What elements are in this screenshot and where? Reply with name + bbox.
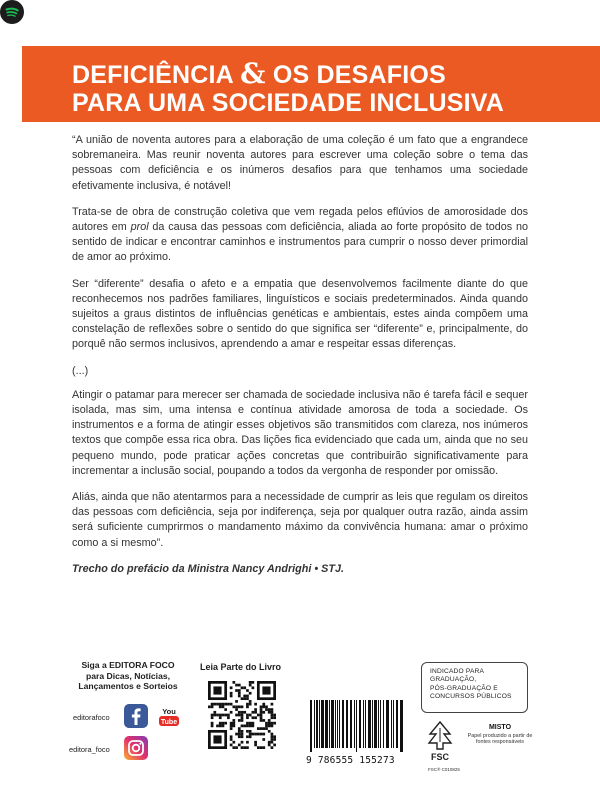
indicado-line-3: PÓS-GRADUAÇÃO E xyxy=(430,684,498,692)
spotify-icon[interactable] xyxy=(0,0,24,24)
youtube-icon[interactable] xyxy=(157,704,181,728)
barcode xyxy=(308,700,406,752)
back-cover-text xyxy=(72,133,528,588)
youtube-you-text: You xyxy=(162,707,176,716)
youtube-tube-text: Tube xyxy=(160,719,178,726)
paragraph-2-italic: prol xyxy=(130,221,149,234)
preface-credit: Trecho do prefácio da Ministra Nancy Andrighi • STJ. xyxy=(72,562,344,575)
paragraph-4: Atingir o patamar para merecer ser chamada de sociedade inclusiva não é tarefa fácil e sequer isolada, mas sim, uma intensa e contínua atividade amorosa de toda a sociedade. Os instrumentos e a forma de atingir esses objetivos são transmitidos com clareza, nos inúmeros textos que compõe essa rica obra. Das lições fica evidenciado que cada um, ainda que no seu pequeno mundo, pode praticar ações concretas que contribuirão significativamente para incrementar a inclusão social, poupando a todos da vergonha de responder por omissão. xyxy=(72,388,528,477)
paragraph-2-end: da causa das pessoas com deficiência, aliada ao forte propósito de todos no sentido de indicar e encontrar caminhos e instrumentos para cumprir o nosso dever primordial de amor ao próximo. xyxy=(72,221,528,264)
title-part-2: OS DESAFIOS xyxy=(272,61,446,89)
indicado-line-1: INDICADO PARA xyxy=(430,668,485,675)
title-line-2: PARA UMA SOCIEDADE INCLUSIVA xyxy=(72,89,505,117)
fsc-code: FSC® C010825 xyxy=(428,767,460,772)
handle-editorafoco: editorafoco xyxy=(73,713,110,722)
fsc-label: FSC xyxy=(431,752,449,762)
book-title xyxy=(72,57,505,117)
social-line-3: Lançamentos e Sorteios xyxy=(78,681,178,691)
paragraph-5: Aliás, ainda que não atentarmos para a necessidade de cumprir as leis que regulam os direitos das pessoas com deficiência, seja por indiferença, seja por qualquer outra razão, ainda assim será suficiente cumprirmos o mandamento máximo da convivência humana: amar o próximo como a si mesmo”. xyxy=(72,491,528,549)
ellipsis: (...) xyxy=(72,364,89,377)
fsc-info xyxy=(460,724,540,746)
title-banner xyxy=(22,46,600,122)
qr-code[interactable] xyxy=(208,681,276,749)
isbn-number: 9 786555 155273 xyxy=(306,755,395,766)
paragraph-2 xyxy=(72,205,528,266)
indicado-para-box xyxy=(421,662,528,713)
title-part-1: DEFICIÊNCIA xyxy=(72,61,234,89)
fsc-tree-icon xyxy=(426,720,454,764)
social-follow-text xyxy=(62,660,194,692)
qr-title: Leia Parte do Livro xyxy=(200,662,282,672)
handle-editora-foco: editora_foco xyxy=(69,745,110,754)
social-line-1: Siga a EDITORA FOCO xyxy=(81,660,175,670)
facebook-icon[interactable] xyxy=(124,704,148,728)
instagram-icon[interactable] xyxy=(124,736,148,760)
misto-label: MISTO xyxy=(488,724,512,731)
paragraph-3: Ser “diferente” desafia o afeto e a empatia que desenvolvemos facilmente diante do que reconhecemos nos padrões familiares, linguísticos e sociais predeterminados. Ainda quando sujeitos a graus distintos de influências genéticas e ambientais, estes ainda compõem uma constelação de reflexões sobre o sentido do que significa ser “diferente” e, principalmente, do porquê não sermos inclusivos, aprendendo a amar e respeitar essas diferenças. xyxy=(72,277,528,351)
misto-description: Papel produzido a partir de fontes responsáveis xyxy=(467,733,533,746)
social-line-2: para Dicas, Notícias, xyxy=(85,670,171,681)
indicado-line-4: CONCURSOS PÚBLICOS xyxy=(430,692,512,700)
ampersand: & xyxy=(240,57,266,90)
indicado-line-2: GRADUAÇÃO, xyxy=(430,676,477,684)
paragraph-1: “A união de noventa autores para a elaboração de uma coleção é um fato que a engrandece sobremaneira. Mas reunir noventa autores para escrever uma coleção sobre o tema das pessoas com deficiência e os inúmeros desafios para que tenhamos uma sociedade efetivamente inclusiva, é notável! xyxy=(72,134,528,192)
paragraph-2-start: Trata-se de obra de construção coletiva que vem regada pelos eflúvios de amorosidade dos autores em xyxy=(72,205,528,234)
